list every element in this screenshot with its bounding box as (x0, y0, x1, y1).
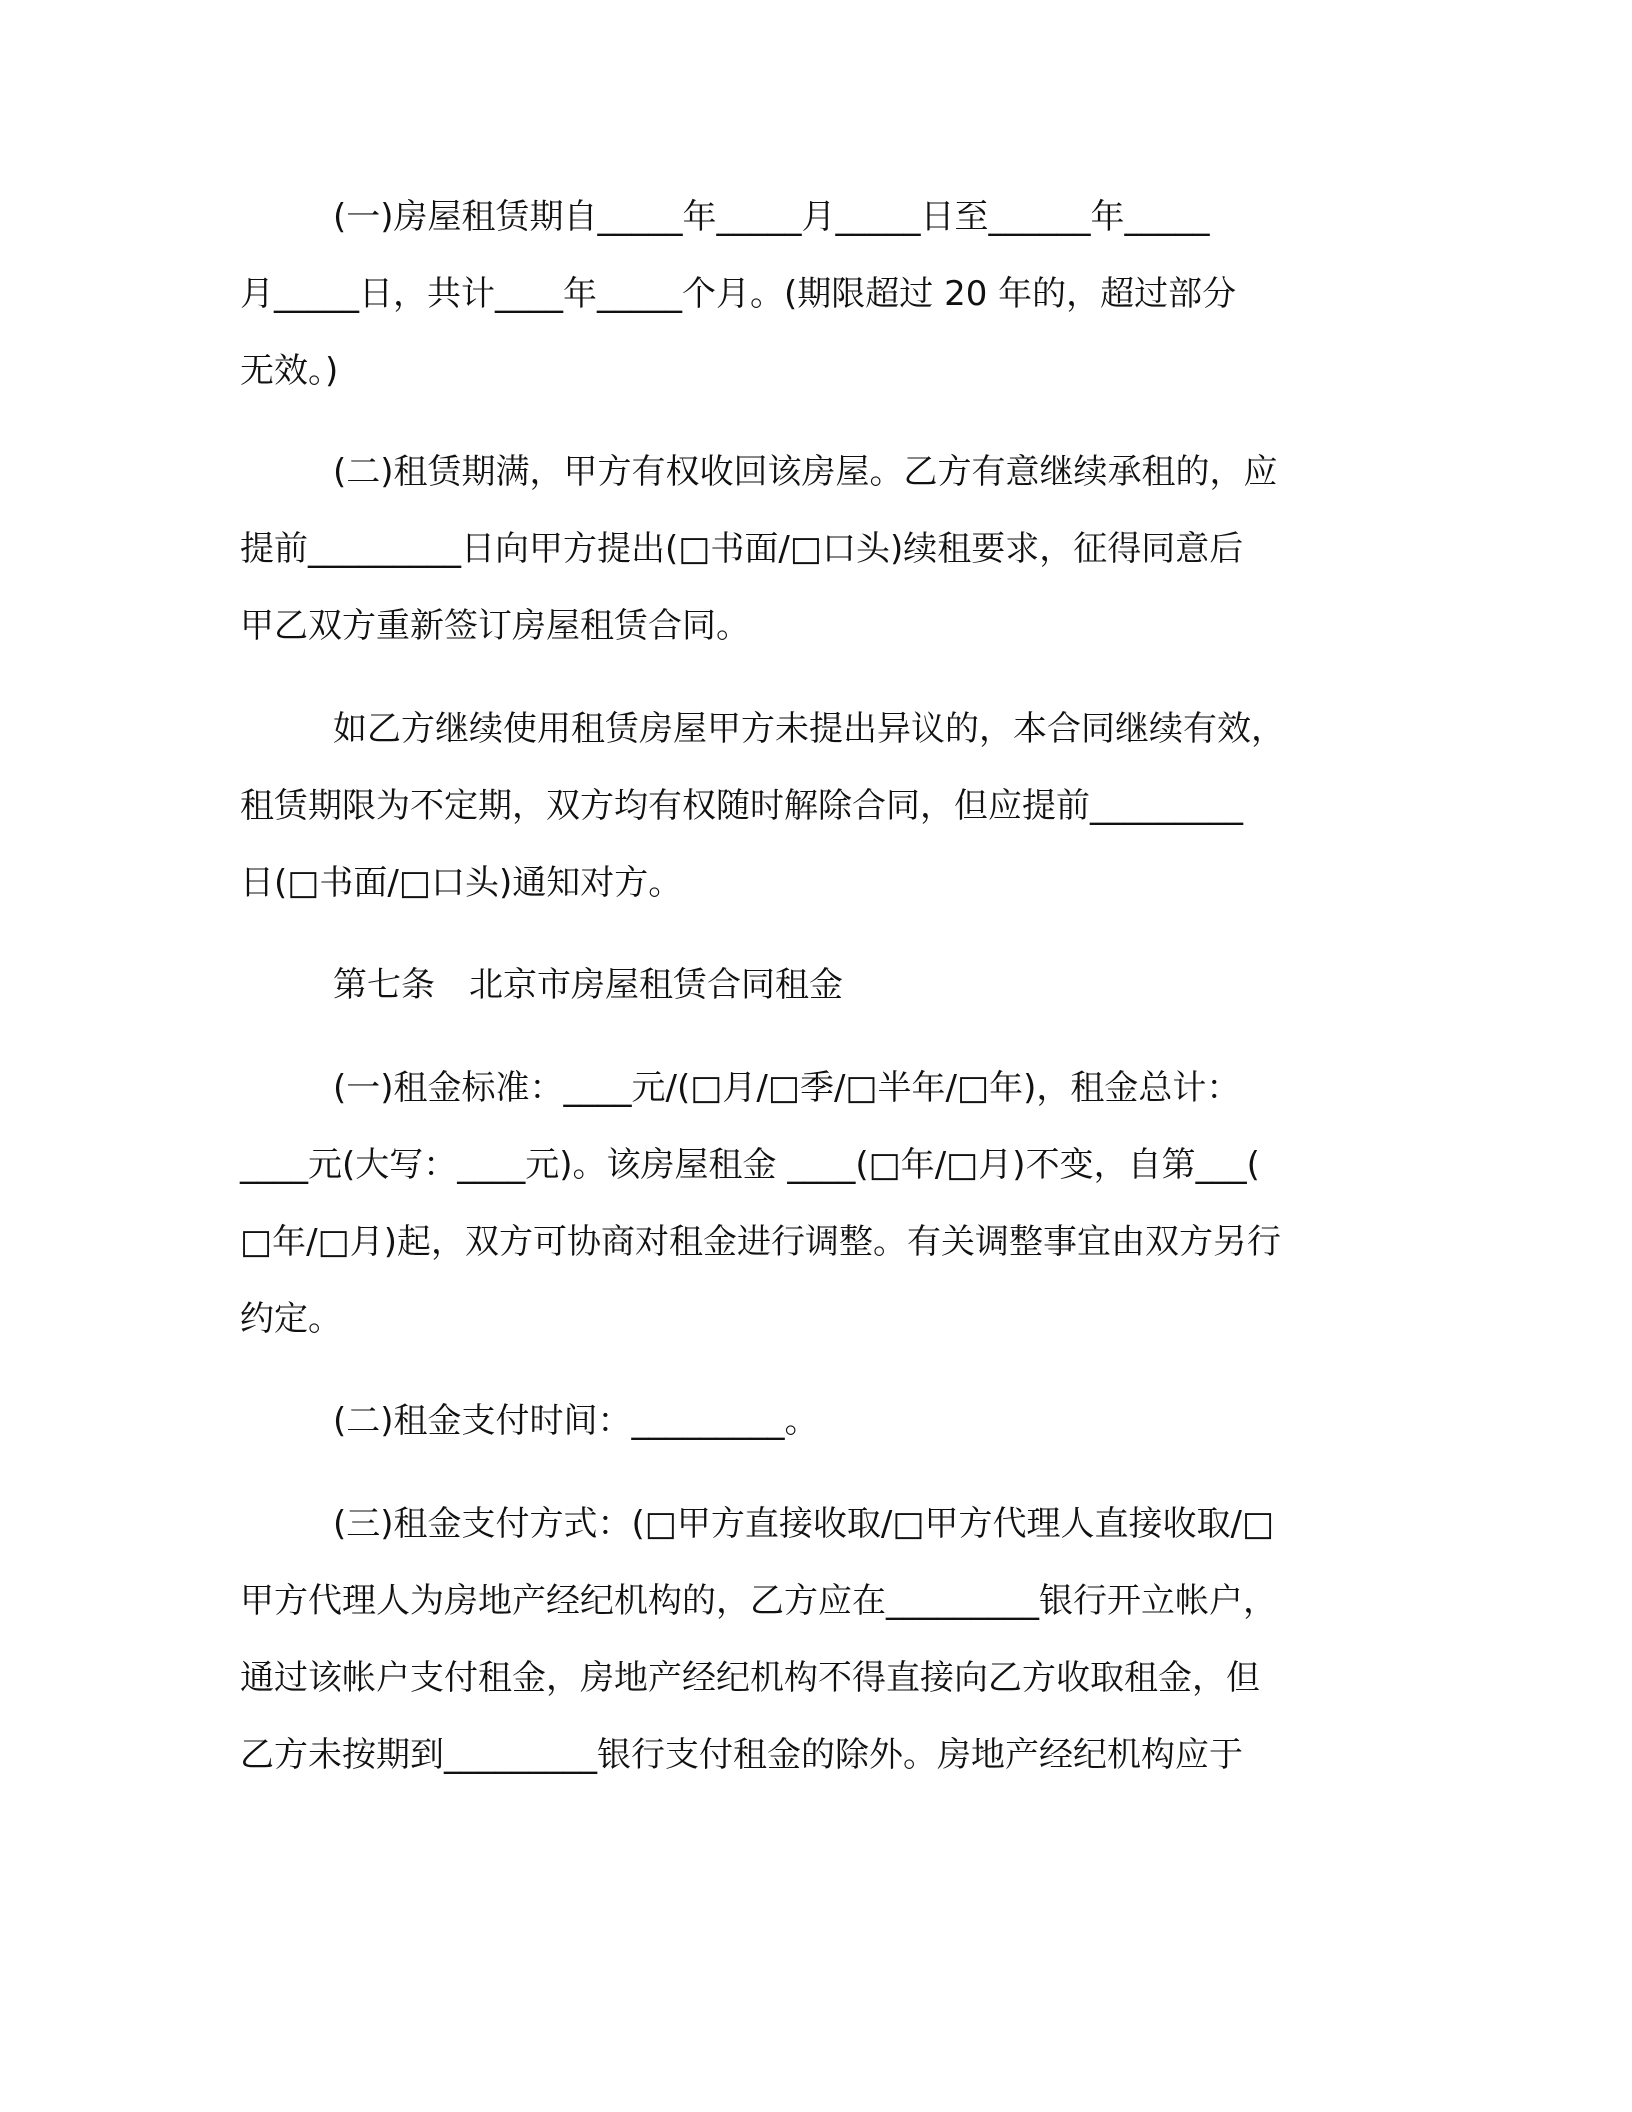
paragraph-continued-use-line-2: 租赁期限为不定期，双方均有权随时解除合同，但应提前_________ (240, 786, 1243, 826)
paragraph-rent-standard-line-4: 约定。 (240, 1299, 342, 1339)
paragraph-payment-time: (二)租金支付时间：_________。 (333, 1401, 819, 1441)
paragraph-lease-renewal-line-3: 甲乙双方重新签订房屋租赁合同。 (240, 606, 750, 646)
paragraph-rent-standard-line-3: □年/□月)起，双方可协商对租金进行调整。有关调整事宜由双方另行 (240, 1222, 1281, 1262)
article-7-heading: 第七条 北京市房屋租赁合同租金 (333, 965, 843, 1005)
paragraph-continued-use-line-1: 如乙方继续使用租赁房屋甲方未提出异议的，本合同继续有效， (333, 709, 1285, 749)
paragraph-rent-standard-line-1: (一)租金标准：____元/(□月/□季/□半年/□年)，租金总计： (333, 1068, 1241, 1108)
paragraph-lease-term-line-1: (一)房屋租赁期自_____年_____月_____日至______年_____ (333, 197, 1210, 237)
paragraph-lease-term-line-2: 月_____日，共计____年_____个月。(期限超过 20 年的，超过部分 (240, 274, 1237, 314)
paragraph-payment-method-line-2: 甲方代理人为房地产经纪机构的，乙方应在_________银行开立帐户， (240, 1581, 1277, 1621)
paragraph-payment-method-line-4: 乙方未按期到_________银行支付租金的除外。房地产经纪机构应于 (240, 1735, 1243, 1775)
paragraph-lease-renewal-line-2: 提前_________日向甲方提出(□书面/□口头)续租要求，征得同意后 (240, 529, 1244, 569)
paragraph-continued-use-line-3: 日(□书面/□口头)通知对方。 (240, 863, 683, 903)
paragraph-payment-method-line-3: 通过该帐户支付租金，房地产经纪机构不得直接向乙方收取租金，但 (240, 1658, 1260, 1698)
paragraph-payment-method-line-1: (三)租金支付方式：(□甲方直接收取/□甲方代理人直接收取/□ (333, 1504, 1275, 1544)
paragraph-lease-term-line-3: 无效。) (240, 351, 339, 391)
paragraph-lease-renewal-line-1: (二)租赁期满，甲方有权收回该房屋。乙方有意继续承租的，应 (333, 452, 1278, 492)
paragraph-rent-standard-line-2: ____元(大写：____元)。该房屋租金 ____(□年/□月)不变，自第___( (240, 1145, 1260, 1185)
